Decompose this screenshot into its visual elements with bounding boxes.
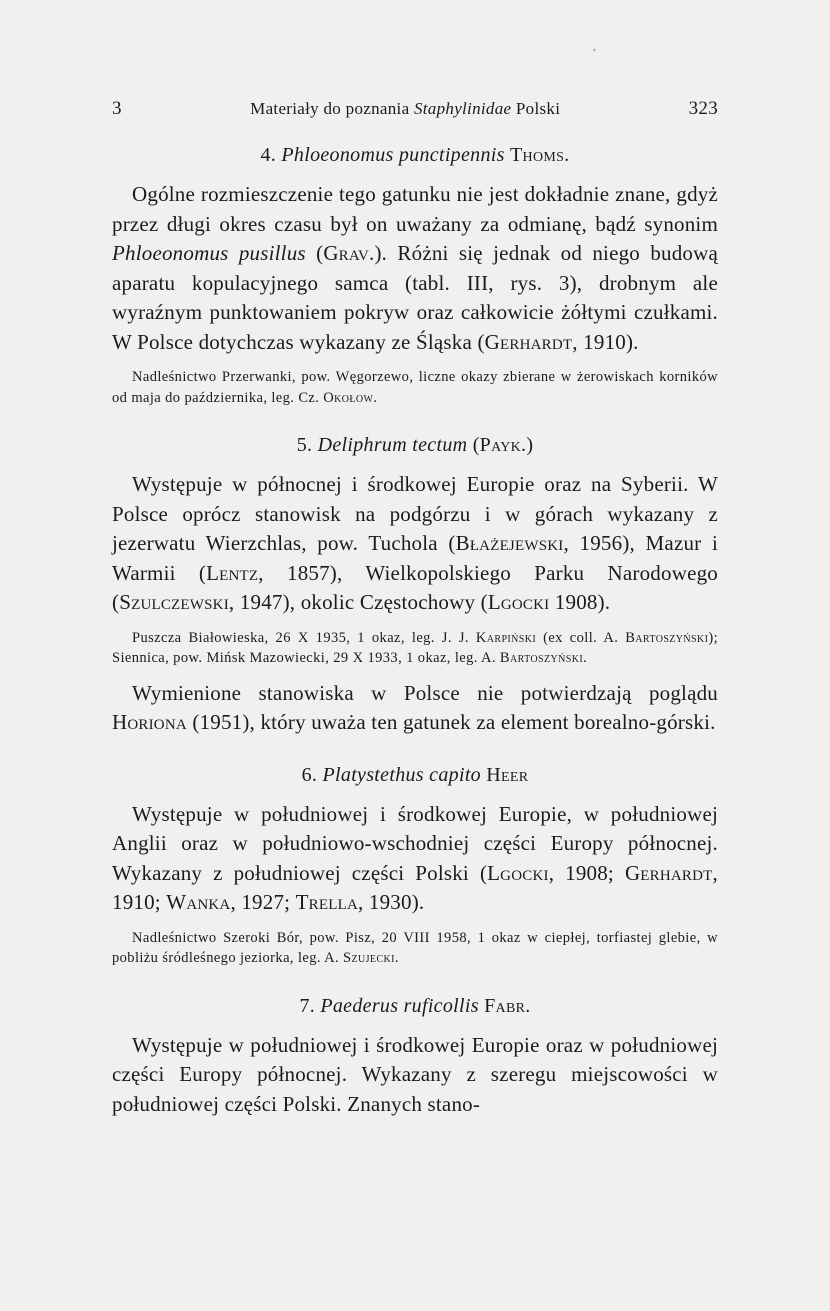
species-5-paragraph: Występuje w północnej i środkowej Europie oraz na Syberii. W Polsce oprócz stanowisk na podgórzu i w górach wykazany z jezerwatu Wierzchlas, pow. Tuchola (Błażejewski, 1956), Mazur i Warmii (Lentz, 1857), Wielkopolskiego Parku Narodowego (Szulczewski, 1947), okolic Częstochowy (Lgocki 1908). (112, 472, 718, 614)
species-6-paragraph: Występuje w południowej i środkowej Europie, w południowej Anglii oraz w południowo-wschodniej części Europy północnej. Wykazany z południowej części Polski (Lgocki, 1908; Gerhardt, 1910; Wanka, 1927; Trella, 1930). (112, 801, 718, 914)
species-heading-4: 4. Phloeonomus punctipennis Thoms. (260, 144, 570, 166)
species-5-paragraph-2: Wymienione stanowiska w Polsce nie potwierdzają poglądu Horiona (1951), który uważa ten gatunek za element borealno-górski. (112, 680, 718, 734)
page-number-right: 323 (688, 98, 718, 119)
page-content (112, 140, 718, 1119)
species-5-record: Puszcza Białowieska, 26 X 1935, 1 okaz, leg. J. J. Karpiński (ex coll. A. Bartoszyński); Siennica, pow. Mińsk Mazowiecki, 29 X 1933, 1 okaz, leg. A. Bartoszyński. (112, 629, 719, 666)
species-7-paragraph: Występuje w południowej i środkowej Europie oraz w południowej części Europy północnej. Wykazany z szeregu miejscowości w południowej części Polski. Znanych stano- (112, 1032, 718, 1116)
scan-mark: , (593, 42, 596, 53)
running-header (112, 98, 718, 126)
species-4-paragraph: Ogólne rozmieszczenie tego gatunku nie jest dokładnie znane, gdyż przez długi okres czasu był on uważany za odmianę, bądź synonim Phloeonomus pusillus (Grav.). Różni się jednak od niego budową aparatu kopulacyjnego samca (tabl. III, rys. 3), drobnym ale wyraźnym punktowaniem pokryw oraz całkowicie żółtymi czułkami. W Polsce dotychczas wykazany ze Śląska (Gerhardt, 1910). (112, 182, 718, 354)
species-heading-6: 6. Platystethus capito Heer (301, 763, 529, 786)
species-6-record: Nadleśnictwo Szeroki Bór, pow. Pisz, 20 VIII 1958, 1 okaz w ciepłej, torfiastej glebie, w pobliżu śródleśnego jeziorka, leg. A. Szujecki. (112, 929, 718, 966)
species-4-record: Nadleśnictwo Przerwanki, pow. Węgorzewo, liczne okazy zbierane w żerowiskach korników od maja do października, leg. Cz. Okołow. (112, 369, 718, 406)
species-heading-7: 7. Paederus ruficollis Fabr. (299, 994, 531, 1017)
species-heading-5: 5. Deliphrum tectum (Payk.) (296, 434, 534, 456)
running-title: Materiały do poznania Staphylinidae Polski (250, 99, 561, 118)
page-number-left: 3 (112, 98, 122, 119)
